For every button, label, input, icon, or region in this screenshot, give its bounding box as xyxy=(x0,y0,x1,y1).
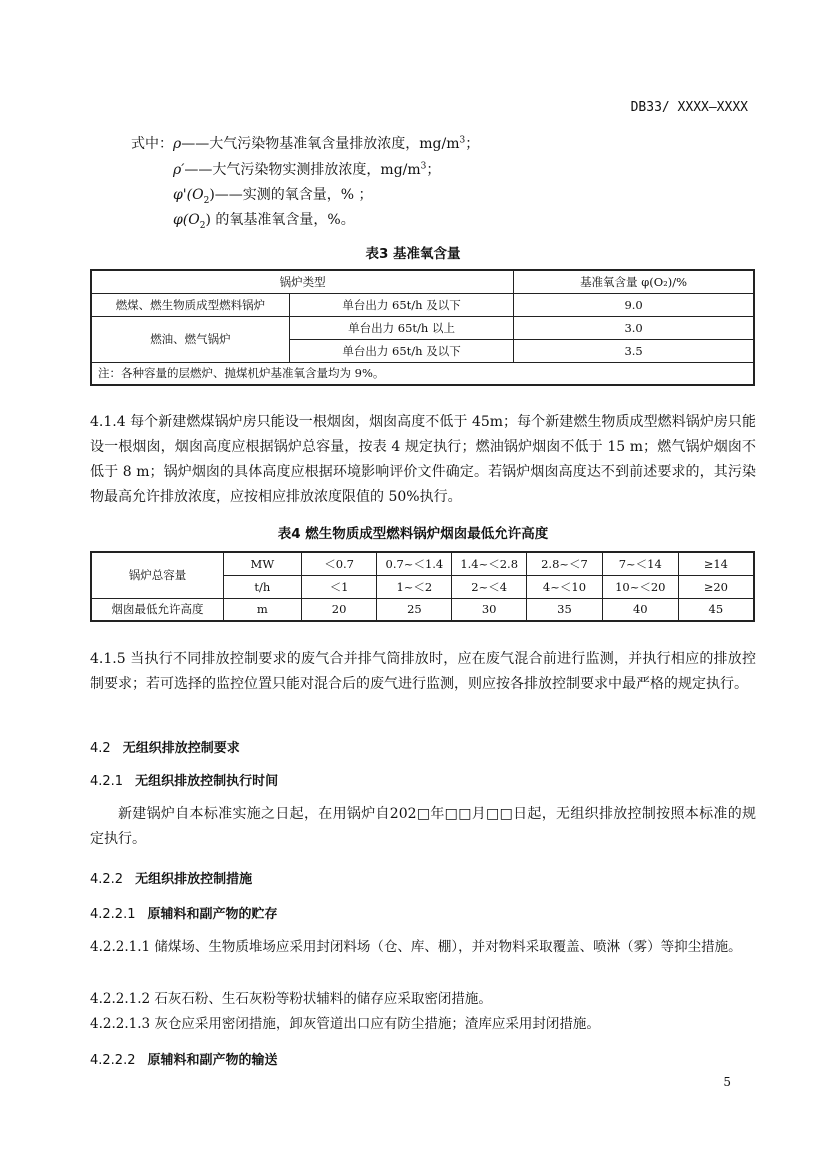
def-text: 的氧基准氧含量，%。 xyxy=(210,212,355,228)
table-row xyxy=(91,552,754,575)
clause-4-2-1-text: 新建锅炉自本标准实施之日起，在用锅炉自202□年□□月□□日起，无组织排放控制按照本标准的规定执行。 xyxy=(90,806,756,847)
table4-cell: 45 xyxy=(678,598,754,621)
heading-title: 无组织排放控制措施 xyxy=(135,872,253,887)
table-row xyxy=(91,316,754,339)
table4-cell: 2~＜4 xyxy=(452,575,527,598)
def-close: ) xyxy=(205,212,211,228)
table-row xyxy=(91,362,754,385)
table-row xyxy=(91,293,754,316)
table4 xyxy=(90,551,755,622)
clause-4-2-2-1-3: 4.2.2.1.3 灰仓应采用密闭措施，卸灰管道出口应有防尘措施；渣库应采用封闭措施。 xyxy=(90,1016,600,1032)
standard-number: DB33/ XXXX—XXXX xyxy=(630,100,748,115)
table-row xyxy=(91,598,754,621)
def-close: ) xyxy=(209,187,215,203)
table4-cell: ≥14 xyxy=(678,552,754,575)
def-end: ； xyxy=(465,136,480,152)
page-number: 5 xyxy=(723,1075,731,1089)
heading-number: 4.2.2 xyxy=(90,872,124,887)
table3-capacity-cell: 单台出力 65t/h 以上 xyxy=(289,316,513,339)
clause-4-2-2-1-1: 4.2.2.1.1 储煤场、生物质堆场应采用封闭料场（仓、库、棚），并对物料采取覆盖、喷淋（雾）等抑尘措施。 xyxy=(90,939,742,955)
table4-cell: 7~＜14 xyxy=(602,552,678,575)
table4-cell: ＜1 xyxy=(301,575,377,598)
def-sub: 2 xyxy=(203,195,210,206)
heading-4-2-1 xyxy=(90,770,278,789)
table4-cell: 2.8~＜7 xyxy=(527,552,603,575)
def-intro: 式中： xyxy=(131,136,173,152)
def-sub: 2 xyxy=(199,220,206,231)
def-symbol: φ(O xyxy=(173,212,200,228)
table4-cell: 30 xyxy=(452,598,527,621)
def-line-2 xyxy=(173,159,440,179)
heading-number: 4.2 xyxy=(90,741,111,756)
table3-type-cell: 燃煤、燃生物质成型燃料锅炉 xyxy=(91,293,289,316)
table4-caption: 表4 燃生物质成型燃料锅炉烟囱最低允许高度 xyxy=(277,526,549,542)
table3-value-cell: 3.5 xyxy=(514,339,754,362)
def-sep: —— xyxy=(181,136,210,152)
heading-title: 无组织排放控制要求 xyxy=(122,741,240,756)
table-row xyxy=(91,270,754,293)
heading-4-2-2 xyxy=(90,868,252,887)
table4-cell: 1~＜2 xyxy=(377,575,452,598)
table3-value-cell: 3.0 xyxy=(514,316,754,339)
table4-unit: t/h xyxy=(223,575,301,598)
heading-4-2-2-1 xyxy=(90,903,278,922)
def-text: 大气污染物实测排放浓度，mg/m xyxy=(212,162,421,178)
table4-cell: 10~＜20 xyxy=(602,575,678,598)
table3-note: 注：各种容量的层燃炉、抛煤机炉基准氧含量均为 9%。 xyxy=(91,362,754,385)
table3-header-o2: 基准氧含量 φ(O₂)/% xyxy=(514,270,754,293)
table3-capacity-cell: 单台出力 65t/h 及以下 xyxy=(289,339,513,362)
heading-number: 4.2.2.1 xyxy=(90,907,136,922)
heading-number: 4.2.2.2 xyxy=(90,1053,136,1068)
heading-number: 4.2.1 xyxy=(90,774,124,789)
table4-cell: 4~＜10 xyxy=(527,575,603,598)
heading-title: 原辅料和副产物的贮存 xyxy=(147,907,278,922)
table4-height-label: 烟囱最低允许高度 xyxy=(91,598,223,621)
table4-cell: 1.4~＜2.8 xyxy=(452,552,527,575)
clause-4-1-4: 4.1.4 每个新建燃煤锅炉房只能设一根烟囱，烟囱高度不低于 45m；每个新建燃生物质成型燃料锅炉房只能设一根烟囱，烟囱高度应根据锅炉总容量，按表 4 规定执行；燃油锅炉烟囱不低于 15 m；燃气锅炉烟囱不低于 8 m；锅炉烟囱的具体高度应根据环境影响评价文件确定。若锅炉烟囱高度达不到前述要求的，其污染物最高允许排放浓度，应按相应排放浓度限值的 50%执行。 xyxy=(90,414,756,505)
heading-title: 原辅料和副产物的输送 xyxy=(147,1053,278,1068)
def-line-1 xyxy=(131,133,479,153)
def-end: ； xyxy=(426,162,441,178)
table3-header-type: 锅炉类型 xyxy=(91,270,514,293)
clause-4-2-2-1-2: 4.2.2.1.2 石灰石粉、生石灰粉等粉状辅料的储存应采取密闭措施。 xyxy=(90,991,492,1007)
table3-capacity-cell: 单台出力 65t/h 及以下 xyxy=(289,293,513,316)
table3-type-cell: 燃油、燃气锅炉 xyxy=(91,316,289,362)
table4-cell: ≥20 xyxy=(678,575,754,598)
table4-cell: 20 xyxy=(301,598,377,621)
heading-4-2 xyxy=(90,737,240,756)
def-sep: —— xyxy=(184,162,213,178)
table4-capacity-label: 锅炉总容量 xyxy=(91,552,223,598)
def-sup: 3 xyxy=(420,161,427,172)
table3-value-cell: 9.0 xyxy=(514,293,754,316)
table3 xyxy=(90,269,755,386)
heading-4-2-2-2 xyxy=(90,1049,278,1068)
def-text: 大气污染物基准氧含量排放浓度，mg/m xyxy=(209,136,460,152)
def-sep: —— xyxy=(214,187,243,203)
table3-caption: 表3 基准氧含量 xyxy=(365,246,461,262)
table4-cell: 25 xyxy=(377,598,452,621)
def-symbol: φ'(O xyxy=(173,187,204,203)
table4-unit: m xyxy=(223,598,301,621)
table4-cell: 40 xyxy=(602,598,678,621)
def-line-4 xyxy=(173,209,355,231)
clause-4-1-5: 4.1.5 当执行不同排放控制要求的废气合并排气筒排放时，应在废气混合前进行监测，并执行相应的排放控制要求；若可选择的监控位置只能对混合后的废气进行监测，则应按各排放控制要求中最严格的规定执行。 xyxy=(90,651,756,692)
table4-cell: ＜0.7 xyxy=(301,552,377,575)
def-line-3 xyxy=(173,184,373,206)
table4-cell: 35 xyxy=(527,598,603,621)
table4-unit: MW xyxy=(223,552,301,575)
def-symbol: ρ xyxy=(173,136,182,152)
def-symbol: ρ′ xyxy=(173,162,185,178)
def-text: 实测的氧含量，% ； xyxy=(242,187,373,203)
table4-cell: 0.7~＜1.4 xyxy=(377,552,452,575)
def-sup: 3 xyxy=(459,135,466,146)
heading-title: 无组织排放控制执行时间 xyxy=(135,774,279,789)
